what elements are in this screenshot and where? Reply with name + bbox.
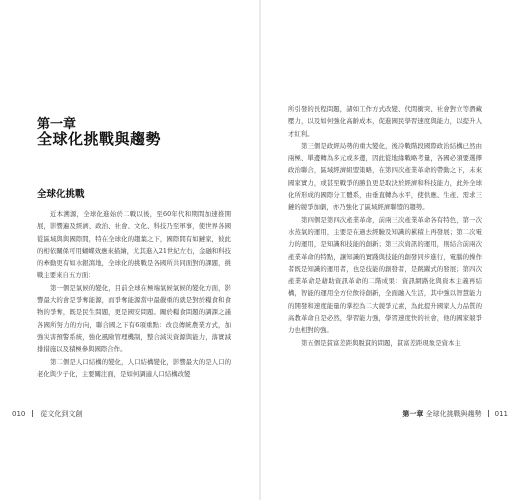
paragraph: 第四個是第四次產業革命，前兩三次產業革命各有特色，第一次水蒸氣的運用，主要是在過去經驗及知識的累積上再發展；第二次電力的運用，是知識和技能的創新；第三次資訊的運用，則結合前兩次產業革命的特點，讓知識的實踐與技能的創發同步進行，電腦的操作者既是知識的運用者，也是技能的創發者，是跳躍式的發展；第四次產業革命是藉助資訊革命的二階成果：資訊網路化與資本主義再結構，智能的運用全方位飲待創新，全面融入生活，其中強以智慧能力的開發和速度能量的掌控為二大競爭元素，為此提升國家人力品質的高教革命自是必然，學習能力強，學習速度快的社會，他的國家競爭力也相對的強。 <box>288 215 482 335</box>
running-chapter: 第一章 <box>402 410 424 418</box>
left-folio <box>12 409 82 419</box>
left-body-text <box>37 208 231 380</box>
page-number: 011 <box>494 410 508 418</box>
right-folio <box>402 409 508 419</box>
section-heading: 全球化挑戰 <box>37 189 85 200</box>
paragraph: 近本溯源，全球化進始於二戰以後，至60年代和期間加速推開展，影響遍及經濟、政治、社會、文化、科技乃至軍事，使世界各國從區域與與國際間，特在全球化的趨葉之下，國際間有如鏈家，彼此的相依關係可用蝴蝶效應來描繪，尤其進入21世紀左右，金融和科技的牽動更有如水銀瀉地，全球化的挑戰是各國所共同面對的課題，挑戰主要來自五方面： <box>37 210 231 280</box>
right-body-text <box>288 103 482 349</box>
book-title: 從文化到文創 <box>40 410 83 418</box>
running-title: 全球化挑戰與趨勢 <box>425 410 482 418</box>
folio-divider <box>488 410 489 417</box>
chapter-number: 第一章 <box>37 117 77 132</box>
paragraph: 所引發的長程問題，諸如工作方式改變、代間衝突、社會對立等潛藏壓力，以及如何強化高齡成本，促進國民學習速度與能力，以提升人才紅利。 <box>288 105 482 138</box>
paragraph: 第三個是政經局勢的重大變化，後冷戰階段國際政治結構已然由兩極、單邊轉為多元或多邊，因此從地緣戰略考量，各國必須要選擇政治聯合，區域經濟組盟策略，在第四次產業革命的帶動之下，未來國家實力，或甚至戰爭的勝負更是取決於經濟和科技能力，此外全球化所形成的國際分工體系，由垂直轉為水平，使供應、生產、需求三鏈的競爭加劇，亦乃強化了區域經濟聯盟的趨勢。 <box>288 141 482 212</box>
folio-divider <box>32 410 33 417</box>
paragraph: 第二個是人口結構的變化，人口結構變化，影響最大的是人口的老化與少子化，主要關注面，是如何調適人口結構改變 <box>37 357 231 378</box>
paragraph: 第五個是貧富差距與脫貧的問題，貧富差距現象是資本主 <box>301 338 461 347</box>
paragraph: 第一個是氣候的變化，目前全球在極端氣候氣候的變化方面，影響最大的會是爭奪能源，而爭奪能源當中最嚴重的就是對於糧食和食物的爭奪，既是民生問題，更是國安問題。關於糧食問題的調課之謹各國所努力的方向，聯合國之下有6項重點：改良傳統農業方式，加強災害預警系統，強化風險管理機制，整合減災資源與能力，落實減排措施以及積極參與國際合作。 <box>37 283 231 354</box>
right-page <box>260 0 520 500</box>
page-number: 010 <box>12 410 26 418</box>
chapter-title: 全球化挑戰與趨勢 <box>37 130 162 148</box>
